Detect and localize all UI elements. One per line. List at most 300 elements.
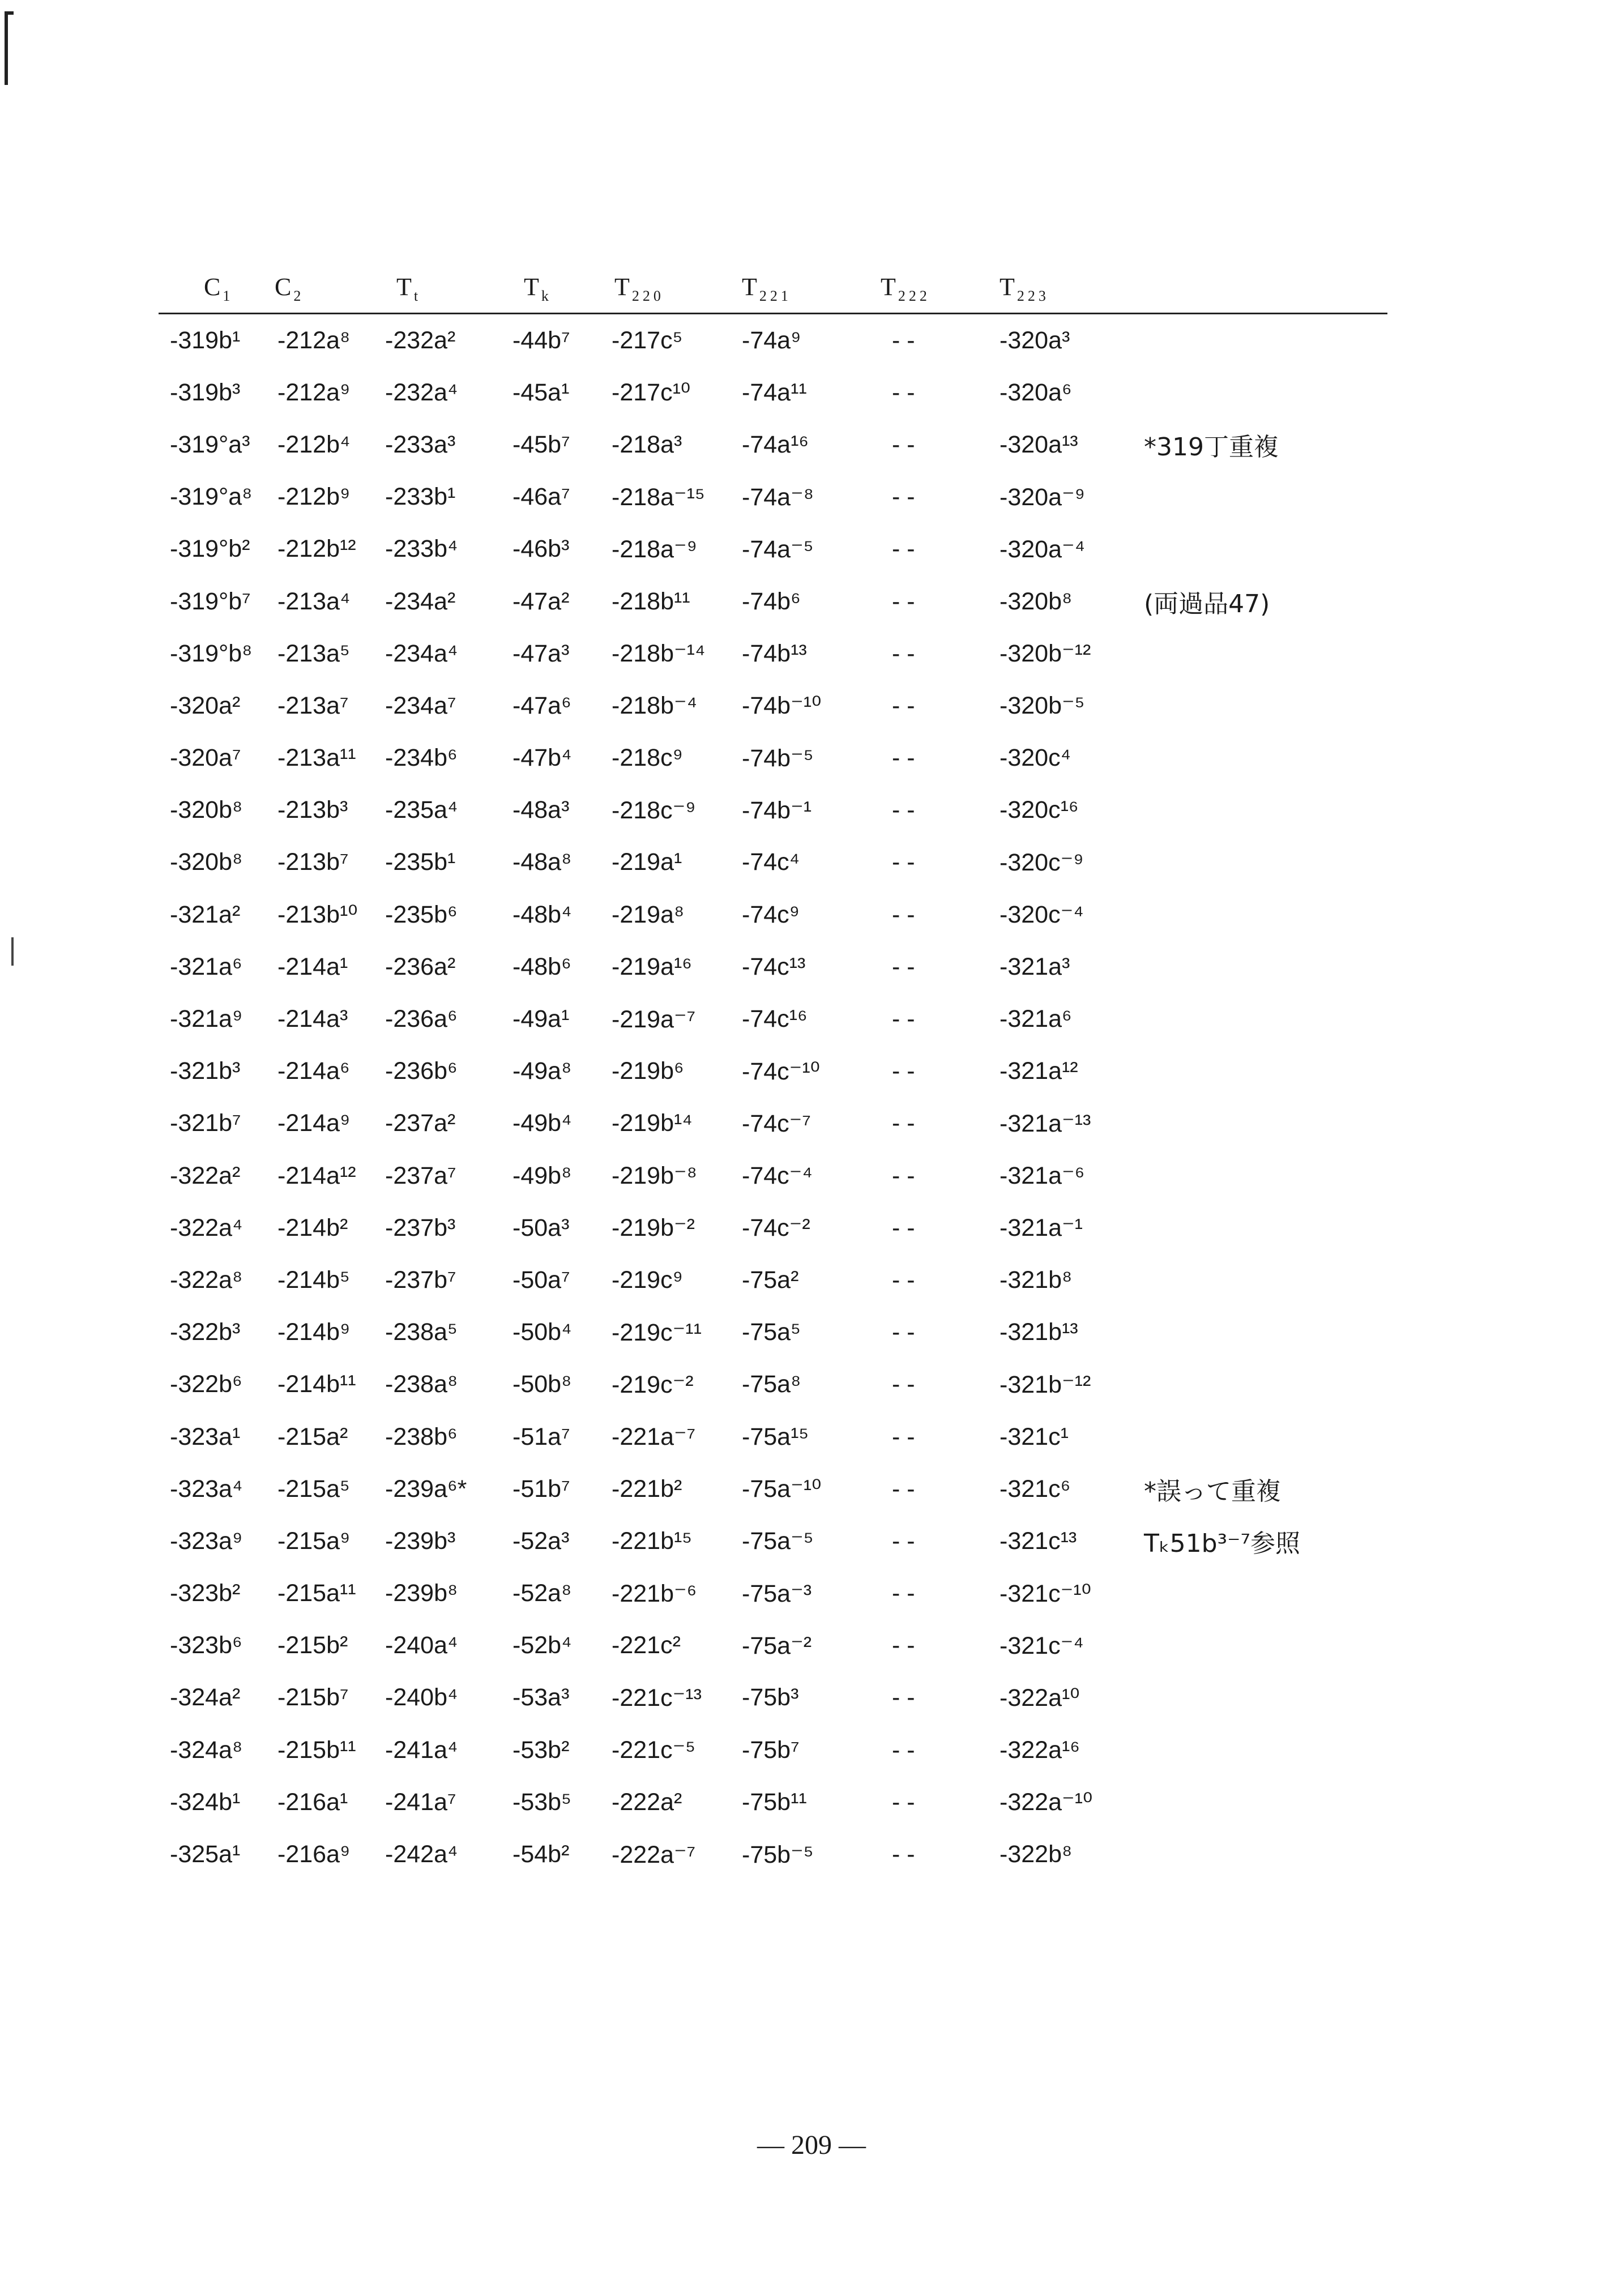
cell-t223: -321b¹³ — [1000, 1318, 1078, 1346]
cell-note — [1127, 1045, 1387, 1098]
column-header-tt: T $_t$ — [377, 249, 504, 314]
cell-c1: -321b⁷ — [170, 1109, 241, 1137]
cell-t222: - - — [892, 1632, 915, 1659]
cell-note — [1127, 680, 1387, 732]
table-row — [159, 1098, 1387, 1150]
cell-c1: -320a² — [170, 692, 241, 719]
cell-c1: -321a⁹ — [170, 1005, 243, 1033]
cell-t223: -320b⁻¹² — [1000, 640, 1091, 668]
cell-t222: - - — [892, 953, 915, 980]
cell-c2: -214b⁵ — [277, 1266, 350, 1294]
cell-tk: -52a⁸ — [512, 1580, 572, 1607]
cell-c1: -320b⁸ — [170, 796, 243, 824]
cell-c1: -321a⁶ — [170, 953, 242, 980]
cell-c2: -215b² — [277, 1632, 348, 1659]
margin-mark — [11, 937, 14, 966]
cell-tt: -235b⁶ — [385, 901, 458, 928]
cell-tt: -237a² — [385, 1109, 456, 1137]
cell-note — [1127, 1307, 1387, 1359]
cell-note: *319丁重複 — [1144, 433, 1279, 462]
cell-tt: -234a⁷ — [385, 692, 456, 719]
cell-tt: -240b⁴ — [385, 1684, 458, 1712]
cell-c1: -324a⁸ — [170, 1736, 243, 1764]
cell-c1: -319°b⁸ — [170, 639, 253, 667]
cell-c2: -216a¹ — [277, 1788, 348, 1816]
table-row — [159, 993, 1387, 1045]
cell-t221: -75b⁻⁵ — [742, 1841, 814, 1868]
cell-tt: -239a⁶* — [385, 1475, 467, 1503]
cell-t220: -219a⁻⁷ — [612, 1005, 696, 1033]
cell-t221: -74a¹⁶ — [742, 430, 809, 458]
table-row — [159, 1150, 1387, 1202]
cell-t223: -320a³ — [1000, 326, 1070, 354]
cell-c2: -214b⁹ — [277, 1318, 351, 1346]
cell-t220: -219c⁹ — [612, 1266, 683, 1294]
cell-c2: -215a² — [277, 1423, 348, 1450]
cell-t221: -74c⁻⁴ — [742, 1162, 813, 1190]
cell-t221: -74a⁹ — [742, 326, 801, 354]
cell-t220: -218b¹¹ — [612, 587, 690, 615]
cell-c2: -213b¹⁰ — [277, 901, 358, 929]
cell-tt: -239b³ — [385, 1527, 456, 1555]
cell-tt: -232a² — [385, 326, 456, 354]
cell-t220: -219b⁻² — [612, 1214, 695, 1242]
cell-tt: -242a⁴ — [385, 1841, 458, 1868]
cell-t223: -322a¹⁰ — [1000, 1684, 1080, 1712]
table-row — [159, 1254, 1387, 1306]
table-row — [159, 784, 1387, 837]
cell-tk: -48b⁴ — [512, 901, 572, 928]
cell-note — [1127, 1254, 1387, 1306]
table-row — [159, 314, 1387, 367]
cell-t223: -321c⁻⁴ — [1000, 1632, 1084, 1659]
table-row — [159, 1776, 1387, 1828]
cell-t221: -75a⁻¹⁰ — [742, 1475, 822, 1503]
cell-t222: - - — [892, 1580, 915, 1607]
cell-c1: -319°b⁷ — [170, 587, 251, 615]
table-row — [159, 1515, 1387, 1567]
cell-c2: -213a¹¹ — [277, 744, 356, 772]
cell-t223: -321c⁻¹⁰ — [1000, 1580, 1091, 1607]
cell-tk: -53b⁵ — [512, 1788, 571, 1816]
table-row — [159, 575, 1387, 628]
cell-tk: -45b⁷ — [512, 430, 570, 458]
cell-t221: -75a⁵ — [742, 1318, 801, 1346]
cell-c2: -214b¹¹ — [277, 1371, 356, 1398]
table-row — [159, 1045, 1387, 1098]
cell-t220: -218b⁻⁴ — [612, 692, 698, 720]
cell-c2: -214a⁹ — [277, 1109, 351, 1137]
cell-tk: -54b² — [512, 1841, 570, 1868]
cell-t221: -75b³ — [742, 1684, 799, 1712]
cell-tk: -49a⁸ — [512, 1057, 572, 1085]
cell-t220: -219c⁻² — [612, 1371, 694, 1398]
cell-t222: - - — [892, 1527, 915, 1555]
cell-tt: -236a⁶ — [385, 1005, 458, 1033]
cell-t222: - - — [892, 1318, 915, 1346]
cell-t223: -322a¹⁶ — [1000, 1736, 1080, 1764]
cell-t221: -75a² — [742, 1266, 799, 1294]
table-row — [159, 1672, 1387, 1724]
column-header-t221: T $_{221}$ — [742, 249, 866, 314]
cell-t222: - - — [892, 1423, 915, 1450]
cell-c1: -323a¹ — [170, 1423, 241, 1450]
cell-t220: -219b⁻⁸ — [612, 1162, 697, 1190]
cell-tt: -241a⁴ — [385, 1736, 458, 1764]
cell-tk: -49b⁸ — [512, 1162, 572, 1189]
cell-t221: -74a⁻⁸ — [742, 483, 814, 511]
cell-t221: -75a⁸ — [742, 1371, 801, 1398]
cell-c1: -319°a³ — [170, 430, 250, 458]
cell-note — [1127, 889, 1387, 941]
cell-t221: -74c⁻² — [742, 1214, 810, 1242]
cell-t221: -75b⁷ — [742, 1736, 800, 1764]
cell-c1: -319b¹ — [170, 326, 241, 354]
cell-c1: -319°b² — [170, 535, 250, 563]
cell-t223: -320c⁻⁴ — [1000, 901, 1084, 929]
cell-t223: -321a⁻¹³ — [1000, 1109, 1091, 1137]
cell-t222: - - — [892, 378, 915, 406]
cell-tk: -51a⁷ — [512, 1423, 570, 1450]
cell-note — [1127, 732, 1387, 784]
table-row — [159, 889, 1387, 941]
cell-t220: -218a³ — [612, 430, 682, 458]
cell-tk: -49b⁴ — [512, 1109, 572, 1137]
cell-t222: - - — [892, 744, 915, 772]
cell-t222: - - — [892, 1736, 915, 1764]
cell-t221: -75a⁻³ — [742, 1580, 812, 1607]
cell-t220: -221b⁻⁶ — [612, 1580, 697, 1607]
table-row — [159, 628, 1387, 680]
cell-tt: -233b¹ — [385, 483, 456, 511]
cell-note — [1127, 1202, 1387, 1254]
cell-tt: -240a⁴ — [385, 1632, 458, 1659]
cell-tk: -46b³ — [512, 535, 570, 563]
cell-t223: -320b⁻⁵ — [1000, 692, 1085, 720]
cell-c1: -322a² — [170, 1162, 241, 1189]
cell-c1: -322a⁸ — [170, 1266, 243, 1294]
cell-c2: -213a⁵ — [277, 639, 350, 667]
cell-t221: -74a¹¹ — [742, 378, 807, 406]
cell-tk: -49a¹ — [512, 1005, 570, 1033]
cell-t222: - - — [892, 1057, 915, 1085]
table-row — [159, 1202, 1387, 1254]
table-row — [159, 1620, 1387, 1672]
cell-note — [1127, 993, 1387, 1045]
cell-t222: - - — [892, 1788, 915, 1816]
cell-t222: - - — [892, 639, 915, 667]
table-row — [159, 419, 1387, 471]
cell-t223: -320c⁻⁹ — [1000, 848, 1084, 876]
cell-t222: - - — [892, 1266, 915, 1294]
cell-c1: -320b⁸ — [170, 848, 243, 876]
cell-note — [1127, 1776, 1387, 1828]
cell-t221: -74b⁻¹ — [742, 796, 812, 824]
cell-tt: -233b⁴ — [385, 535, 458, 563]
cell-c1: -320a⁷ — [170, 744, 241, 772]
cell-t220: -218c⁹ — [612, 744, 683, 772]
cell-t222: - - — [892, 1214, 915, 1241]
cell-tt: -236b⁶ — [385, 1057, 458, 1085]
cell-t220: -221b¹⁵ — [612, 1527, 693, 1555]
cell-t223: -321c¹³ — [1000, 1527, 1077, 1555]
cell-t223: -322b⁸ — [1000, 1841, 1073, 1868]
column-header-c2: C $_2$ — [269, 249, 377, 314]
cell-note — [1127, 314, 1387, 367]
cell-note — [1127, 1150, 1387, 1202]
cell-tt: -235a⁴ — [385, 796, 458, 824]
cell-t223: -321b⁸ — [1000, 1266, 1073, 1294]
cell-note — [1127, 1411, 1387, 1463]
cell-t221: -74b⁶ — [742, 587, 801, 615]
cell-c2: -212b⁹ — [277, 483, 351, 511]
cell-t223: -321c¹ — [1000, 1423, 1069, 1450]
cell-tk: -47a⁶ — [512, 692, 571, 719]
table-row — [159, 837, 1387, 889]
cell-t223: -320b⁸ — [1000, 587, 1073, 615]
cell-note — [1127, 1672, 1387, 1724]
cell-tk: -52a³ — [512, 1527, 570, 1555]
cell-t223: -321a⁶ — [1000, 1005, 1072, 1033]
table-row — [159, 1411, 1387, 1463]
table-row — [159, 941, 1387, 993]
cell-t221: -74c⁻¹⁰ — [742, 1057, 820, 1085]
cell-t221: -74b⁻¹⁰ — [742, 692, 822, 720]
cell-tt: -241a⁷ — [385, 1788, 456, 1816]
cell-t220: -219a¹ — [612, 848, 682, 876]
cell-t220: -221a⁻⁷ — [612, 1423, 696, 1451]
cell-t222: - - — [892, 535, 915, 563]
cell-t221: -74c⁴ — [742, 848, 800, 876]
cell-c1: -319°a⁸ — [170, 483, 253, 511]
cell-tt: -237b⁷ — [385, 1266, 456, 1294]
cell-tk: -52b⁴ — [512, 1632, 572, 1659]
cell-note — [1127, 366, 1387, 419]
cell-c1: -322b⁶ — [170, 1371, 242, 1398]
cell-t223: -320c¹⁶ — [1000, 796, 1079, 824]
cell-t220: -219b¹⁴ — [612, 1109, 693, 1137]
column-header-t223: T $_{223}$ — [988, 249, 1127, 314]
cell-t222: - - — [892, 692, 915, 719]
table-body — [159, 314, 1387, 1881]
cell-t221: -75a⁻⁵ — [742, 1527, 814, 1555]
cell-tk: -53b² — [512, 1736, 570, 1764]
cell-t220: -218b⁻¹⁴ — [612, 640, 706, 668]
cell-t223: -321a⁻⁶ — [1000, 1162, 1085, 1190]
cell-tt: -238b⁶ — [385, 1423, 458, 1450]
cell-note — [1127, 837, 1387, 889]
table-row — [159, 1359, 1387, 1411]
cell-t220: -218a⁻¹⁵ — [612, 483, 705, 511]
cell-t222: - - — [892, 326, 915, 354]
cell-t222: - - — [892, 483, 915, 511]
cell-c2: -215b⁷ — [277, 1684, 349, 1712]
cell-t223: -320c⁴ — [1000, 744, 1071, 772]
cell-t223: -320a¹³ — [1000, 430, 1078, 458]
cell-tt: -234b⁶ — [385, 744, 458, 772]
cell-tt: -239b⁸ — [385, 1580, 458, 1607]
cell-c2: -215a⁹ — [277, 1527, 351, 1555]
cell-c2: -215a⁵ — [277, 1475, 350, 1503]
cell-c1: -325a¹ — [170, 1841, 241, 1868]
cell-tk: -53a³ — [512, 1684, 570, 1712]
cell-note — [1127, 1568, 1387, 1620]
cell-t220: -218a⁻⁹ — [612, 535, 698, 563]
register-table — [159, 249, 1387, 1881]
register-table-container — [159, 249, 1387, 1881]
column-header-t222: T $_{222}$ — [866, 249, 988, 314]
cell-c2: -213b³ — [277, 796, 348, 824]
cell-note — [1127, 1359, 1387, 1411]
cell-t221: -74c⁻⁷ — [742, 1109, 811, 1137]
cell-tt: -237b³ — [385, 1214, 456, 1241]
cell-tt: -235b¹ — [385, 848, 456, 876]
cell-c2: -213b⁷ — [277, 848, 349, 876]
cell-c2: -212b⁴ — [277, 430, 351, 458]
cell-tt: -236a² — [385, 953, 456, 980]
cell-c2: -212a⁸ — [277, 326, 351, 354]
cell-note — [1127, 1828, 1387, 1880]
cell-c1: -323a⁹ — [170, 1527, 243, 1555]
cell-c2: -215b¹¹ — [277, 1736, 356, 1764]
table-row — [159, 523, 1387, 575]
cell-tt: -232a⁴ — [385, 378, 458, 406]
cell-note — [1127, 1620, 1387, 1672]
cell-t221: -74b⁻⁵ — [742, 744, 814, 772]
cell-t220: -219c⁻¹¹ — [612, 1318, 702, 1346]
cell-t221: -74b¹³ — [742, 639, 807, 667]
cell-c1: -324b¹ — [170, 1788, 241, 1816]
table-row — [159, 366, 1387, 419]
cell-t221: -75a⁻² — [742, 1632, 812, 1659]
cell-t220: -219a⁸ — [612, 901, 685, 928]
cell-t222: - - — [892, 1109, 915, 1137]
table-row — [159, 1307, 1387, 1359]
cell-tk: -48a⁸ — [512, 848, 572, 876]
cell-t223: -321a¹² — [1000, 1057, 1078, 1085]
cell-c1: -321b³ — [170, 1057, 241, 1085]
cell-tt: -238a⁸ — [385, 1371, 458, 1398]
cell-note — [1127, 523, 1387, 575]
table-row — [159, 1828, 1387, 1880]
cell-t220: -221c⁻¹³ — [612, 1684, 702, 1712]
cell-t221: -74c⁹ — [742, 901, 800, 928]
cell-tk: -47a² — [512, 587, 570, 615]
cell-t220: -222a² — [612, 1788, 682, 1816]
cell-tt: -238a⁵ — [385, 1318, 458, 1346]
cell-c1: -322a⁴ — [170, 1214, 243, 1241]
cell-tk: -47b⁴ — [512, 744, 572, 772]
cell-tk: -50b⁸ — [512, 1371, 572, 1398]
cell-t223: -321c⁶ — [1000, 1475, 1071, 1503]
cell-note: (両過品47) — [1144, 590, 1270, 619]
cell-tk: -50b⁴ — [512, 1318, 572, 1346]
cell-t220: -218c⁻⁹ — [612, 796, 696, 824]
cell-note — [1127, 1724, 1387, 1776]
cell-tk: -46a⁷ — [512, 483, 570, 511]
cell-note — [1127, 628, 1387, 680]
column-header-c1: C $_1$ — [159, 249, 269, 314]
cell-c1: -321a² — [170, 901, 241, 928]
cell-t221: -74c¹⁶ — [742, 1005, 808, 1033]
cell-t221: -75a¹⁵ — [742, 1423, 809, 1450]
table-row — [159, 471, 1387, 523]
cell-note — [1127, 471, 1387, 523]
cell-t222: - - — [892, 587, 915, 615]
cell-t221: -74a⁻⁵ — [742, 535, 814, 563]
cell-c2: -212b¹² — [277, 535, 356, 563]
cell-tk: -44b⁷ — [512, 326, 570, 354]
cell-note: *誤って重複 — [1144, 1477, 1281, 1507]
cell-c2: -213a⁴ — [277, 587, 351, 615]
cell-note: Tₖ51b³⁻⁷参照 — [1144, 1529, 1301, 1559]
cell-t220: -217c⁵ — [612, 326, 683, 354]
cell-t220: -219b⁶ — [612, 1057, 684, 1085]
cell-t223: -320a⁶ — [1000, 378, 1072, 406]
cell-c2: -214a¹ — [277, 953, 348, 980]
table-row — [159, 732, 1387, 784]
cell-t220: -222a⁻⁷ — [612, 1841, 696, 1868]
cell-c2: -212a⁹ — [277, 378, 351, 406]
cell-c2: -214b² — [277, 1214, 348, 1241]
cell-c2: -215a¹¹ — [277, 1580, 356, 1607]
table-row — [159, 1568, 1387, 1620]
cell-note — [1127, 1098, 1387, 1150]
column-header-t220: T $_{220}$ — [603, 249, 742, 314]
column-header-tk: T $_k$ — [504, 249, 603, 314]
cell-t220: -221b² — [612, 1475, 682, 1503]
table-row — [159, 1463, 1387, 1515]
cell-tt: -237a⁷ — [385, 1162, 456, 1189]
cell-t222: - - — [892, 901, 915, 928]
page-number: — 209 — — [757, 2130, 866, 2160]
cell-tk: -50a⁷ — [512, 1266, 570, 1294]
cell-tk: -47a³ — [512, 639, 570, 667]
cell-t222: - - — [892, 1841, 915, 1868]
cell-t223: -320a⁻⁹ — [1000, 483, 1086, 511]
cell-t223: -321b⁻¹² — [1000, 1371, 1091, 1398]
table-row — [159, 680, 1387, 732]
cell-t222: - - — [892, 1162, 915, 1189]
cell-tk: -51b⁷ — [512, 1475, 570, 1503]
cell-tt: -233a³ — [385, 430, 456, 458]
cell-t222: - - — [892, 1371, 915, 1398]
cell-tk: -45a¹ — [512, 378, 570, 406]
cell-t223: -321a⁻¹ — [1000, 1214, 1083, 1242]
cell-c2: -214a¹² — [277, 1162, 356, 1189]
cell-t220: -221c⁻⁵ — [612, 1736, 696, 1764]
cell-t222: - - — [892, 430, 915, 458]
cell-t220: -217c¹⁰ — [612, 379, 691, 407]
column-header-notes — [1127, 249, 1387, 314]
cell-c1: -319b³ — [170, 378, 241, 406]
cell-t222: - - — [892, 1475, 915, 1503]
cell-t223: -322a⁻¹⁰ — [1000, 1789, 1093, 1816]
header-row — [159, 249, 1387, 314]
cell-c2: -213a⁷ — [277, 692, 349, 719]
table-row — [159, 1724, 1387, 1776]
cell-c2: -214a⁶ — [277, 1057, 350, 1085]
cell-t223: -320a⁻⁴ — [1000, 535, 1086, 563]
cell-c1: -323b⁶ — [170, 1632, 242, 1659]
cell-tt: -234a⁴ — [385, 639, 458, 667]
cell-t221: -75b¹¹ — [742, 1788, 807, 1816]
cell-tk: -48b⁶ — [512, 953, 571, 980]
cell-t220: -219a¹⁶ — [612, 953, 692, 980]
cell-c1: -323b² — [170, 1580, 241, 1607]
cell-t222: - - — [892, 1005, 915, 1033]
cell-t222: - - — [892, 848, 915, 876]
